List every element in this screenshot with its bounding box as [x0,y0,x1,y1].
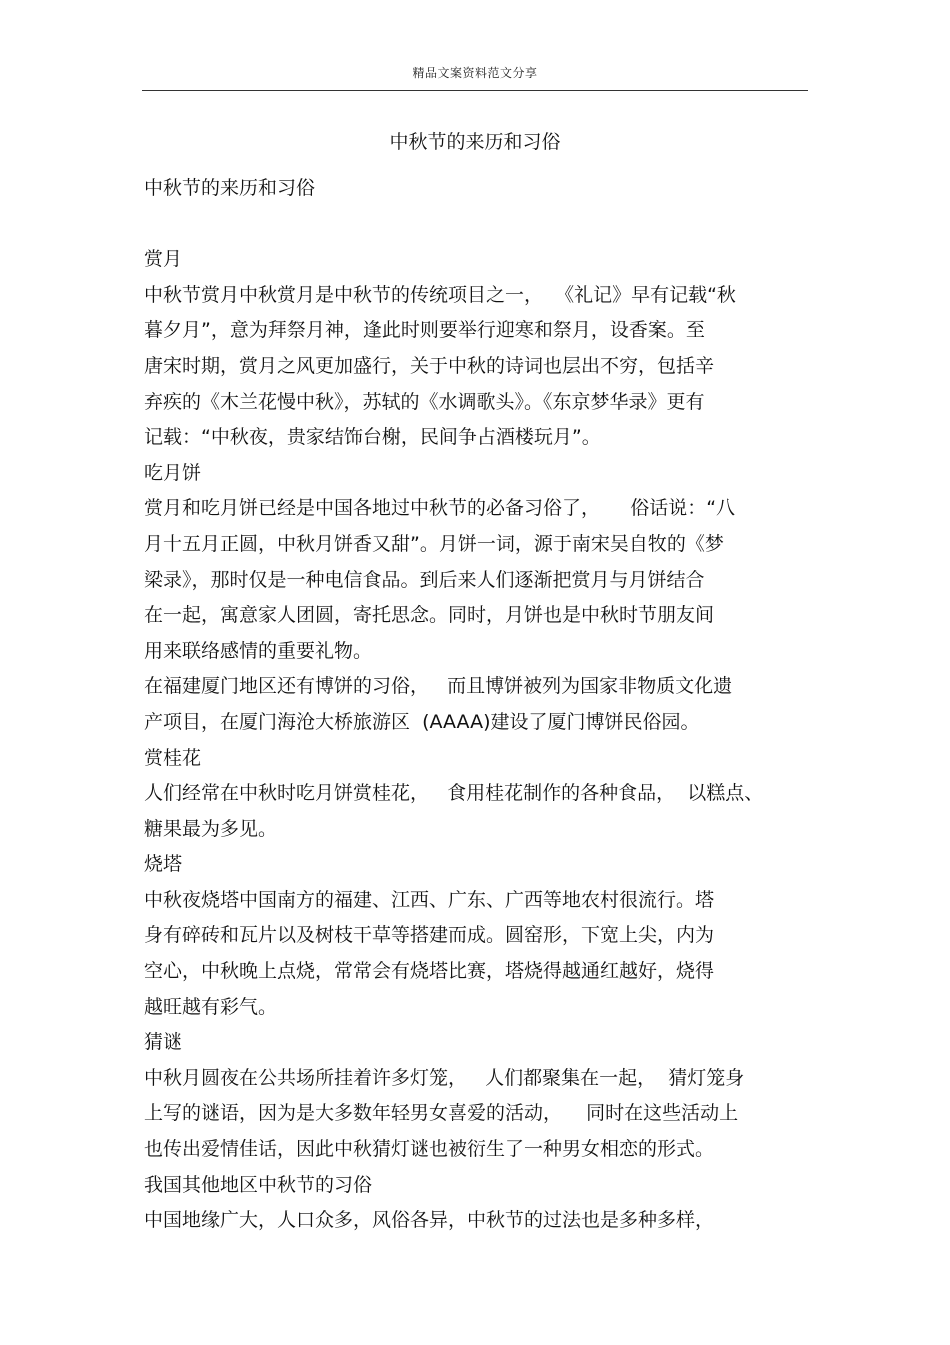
section-heading: 猜谜 [144,1031,183,1054]
section-heading: 烧塔 [144,853,183,876]
paragraph-line: 中秋节赏月中秋赏月是中秋节的传统项目之一， 《礼记》早有记载“秋 [144,283,736,306]
paragraph-line: 中秋月圆夜在公共场所挂着许多灯笼， 人们都聚集在一起， 猜灯笼身 [144,1066,745,1089]
paragraph-line: 暮夕月”，意为拜祭月神，逢此时则要举行迎寒和祭月，设香案。至 [144,319,705,342]
paragraph-line: 月十五月正圆，中秋月饼香又甜”。月饼一词，源于南宋吴自牧的《梦 [144,532,724,555]
section-heading: 赏月 [144,248,183,271]
section-heading: 吃月饼 [144,461,202,484]
section-heading: 赏桂花 [144,746,202,769]
paragraph-line: 在福建厦门地区还有博饼的习俗， 而且博饼被列为国家非物质文化遗 [144,675,733,698]
blank-line [144,207,808,243]
paragraph-line: 梁录》，那时仅是一种电信食品。到后来人们逐渐把赏月与月饼结合 [144,568,705,591]
page-header: 精品文案资料范文分享 [412,66,538,80]
paragraph-line: 身有碎砖和瓦片以及树枝干草等搭建而成。圆窑形，下宽上尖，内为 [144,924,715,947]
paragraph-line: 上写的谜语，因为是大多数年轻男女喜爱的活动， 同时在这些活动上 [144,1102,739,1125]
paragraph-line: 越旺越有彩气。 [144,995,278,1018]
paragraph-line: 弃疾的《木兰花慢中秋》，苏轼的《水调歌头》。《东京梦华录》更有 [144,390,705,413]
paragraph-line: 记载：“中秋夜，贵家结饰台榭，民间争占酒楼玩月”。 [144,426,601,449]
paragraph-line: 产项目，在厦门海沧大桥旅游区 (AAAA)建设了厦门博饼民俗园。 [144,710,700,733]
paragraph-line: 用来联络感情的重要礼物。 [144,639,373,662]
document-subtitle: 中秋节的来历和习俗 [144,177,316,199]
header-divider [142,90,808,91]
paragraph-line: 唐宋时期，赏月之风更加盛行，关于中秋的诗词也层出不穷，包括辛 [144,354,715,377]
paragraph-line: 中国地缘广大，人口众多，风俗各异，中秋节的过法也是多种多样， [144,1209,715,1232]
document-body [144,171,808,1239]
document-title: 中秋节的来历和习俗 [389,131,561,153]
paragraph-line: 赏月和吃月饼已经是中国各地过中秋节的必备习俗了， 俗话说：“八 [144,497,736,520]
paragraph-line: 中秋夜烧塔中国南方的福建、江西、广东、广西等地农村很流行。塔 [144,888,715,911]
section-heading: 我国其他地区中秋节的习俗 [144,1173,373,1196]
paragraph-line: 在一起，寓意家人团圆，寄托思念。同时，月饼也是中秋时节朋友间 [144,604,715,627]
paragraph-line: 糖果最为多见。 [144,817,278,840]
paragraph-line: 人们经常在中秋时吃月饼赏桂花， 食用桂花制作的各种食品， 以糕点、 [144,782,764,805]
paragraph-line: 空心，中秋晚上点烧，常常会有烧塔比赛，塔烧得越通红越好，烧得 [144,960,715,983]
paragraph-line: 也传出爱情佳话，因此中秋猜灯谜也被衍生了一种男女相恋的形式。 [144,1138,715,1161]
